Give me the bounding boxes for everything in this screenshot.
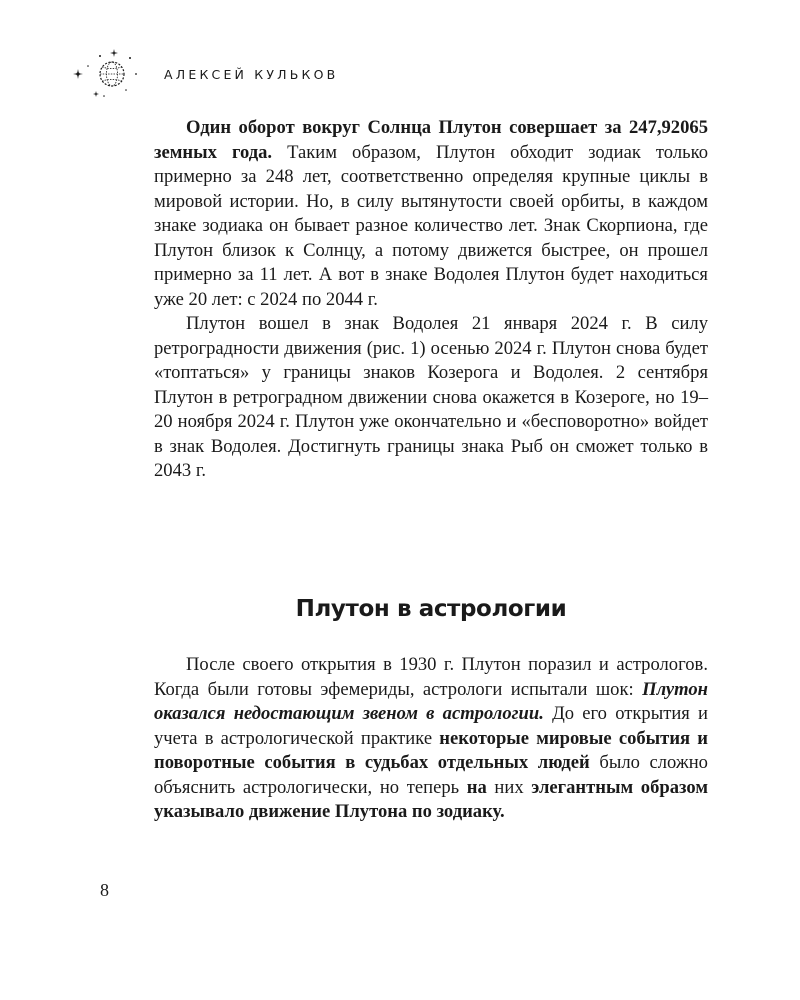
main-text-block — [154, 116, 708, 484]
bold-conclusion: элегантным образом указывало движение Плутона по зодиаку. — [154, 776, 709, 822]
section-heading: Плутон в астрологии — [295, 596, 567, 622]
paragraph-aquarius: Плутон вошел в знак Водолея 21 января 2024 г. В силу ретроградности движения (рис. 1) осенью 2024 г. Плутон снова будет «топтаться» у границы знаков Козерога и Водолея. 2 сентября Плутон в ретроградном движении снова окажется в Козероге, но 19–20 ноября 2024 г. Плутон уже окончательно и «бесповоротно» войдет в знак Водолея. Достигнуть границы знака Рыб он сможет только в 2043 г. — [154, 313, 708, 481]
starry-globe-icon — [70, 46, 150, 102]
section-text-block — [154, 653, 708, 825]
astrology-text-3: было сложно объяснить астрологически, но теперь — [154, 752, 708, 798]
bold-italic-emphasis: Плутон оказался недостающим звеном в астрологии. — [154, 678, 708, 724]
astrology-text-4: них — [486, 776, 532, 798]
astrology-text-1: После своего открытия в 1930 г. Плутон поразил и астрологов. Когда были готовы эфемериды, астрологи испытали шок: — [154, 654, 708, 700]
paragraph-astrology — [154, 653, 708, 825]
page-number: 8 — [100, 880, 109, 900]
paragraph-orbit — [154, 116, 708, 312]
astrology-text-2: До его открытия и учета в астрологической практике — [154, 703, 708, 749]
bold-na: на — [466, 776, 487, 798]
orbit-text: Таким образом, Плутон обходит зодиак только примерно за 248 лет, соответственно определяя крупные циклы в мировой истории. Но, в силу вытянутости своей орбиты, в каждом знаке зодиака он бывает разное количество лет. Знак Скорпиона, где Плутон близок к Солнцу, а потому движется быстрее, он прошел примерно за 11 лет. А вот в знаке Водолея Плутон будет находиться уже 20 лет: с 2024 по 2044 г. — [154, 141, 708, 310]
author-name: АЛЕКСЕЙ КУЛЬКОВ — [164, 66, 339, 82]
bold-orbit-fact: Один оборот вокруг Солнца Плутон совершает за 247,92065 земных года. — [154, 117, 708, 163]
bold-events: некоторые мировые события и поворотные события в судьбах отдельных людей — [154, 727, 708, 773]
running-head — [70, 46, 338, 102]
